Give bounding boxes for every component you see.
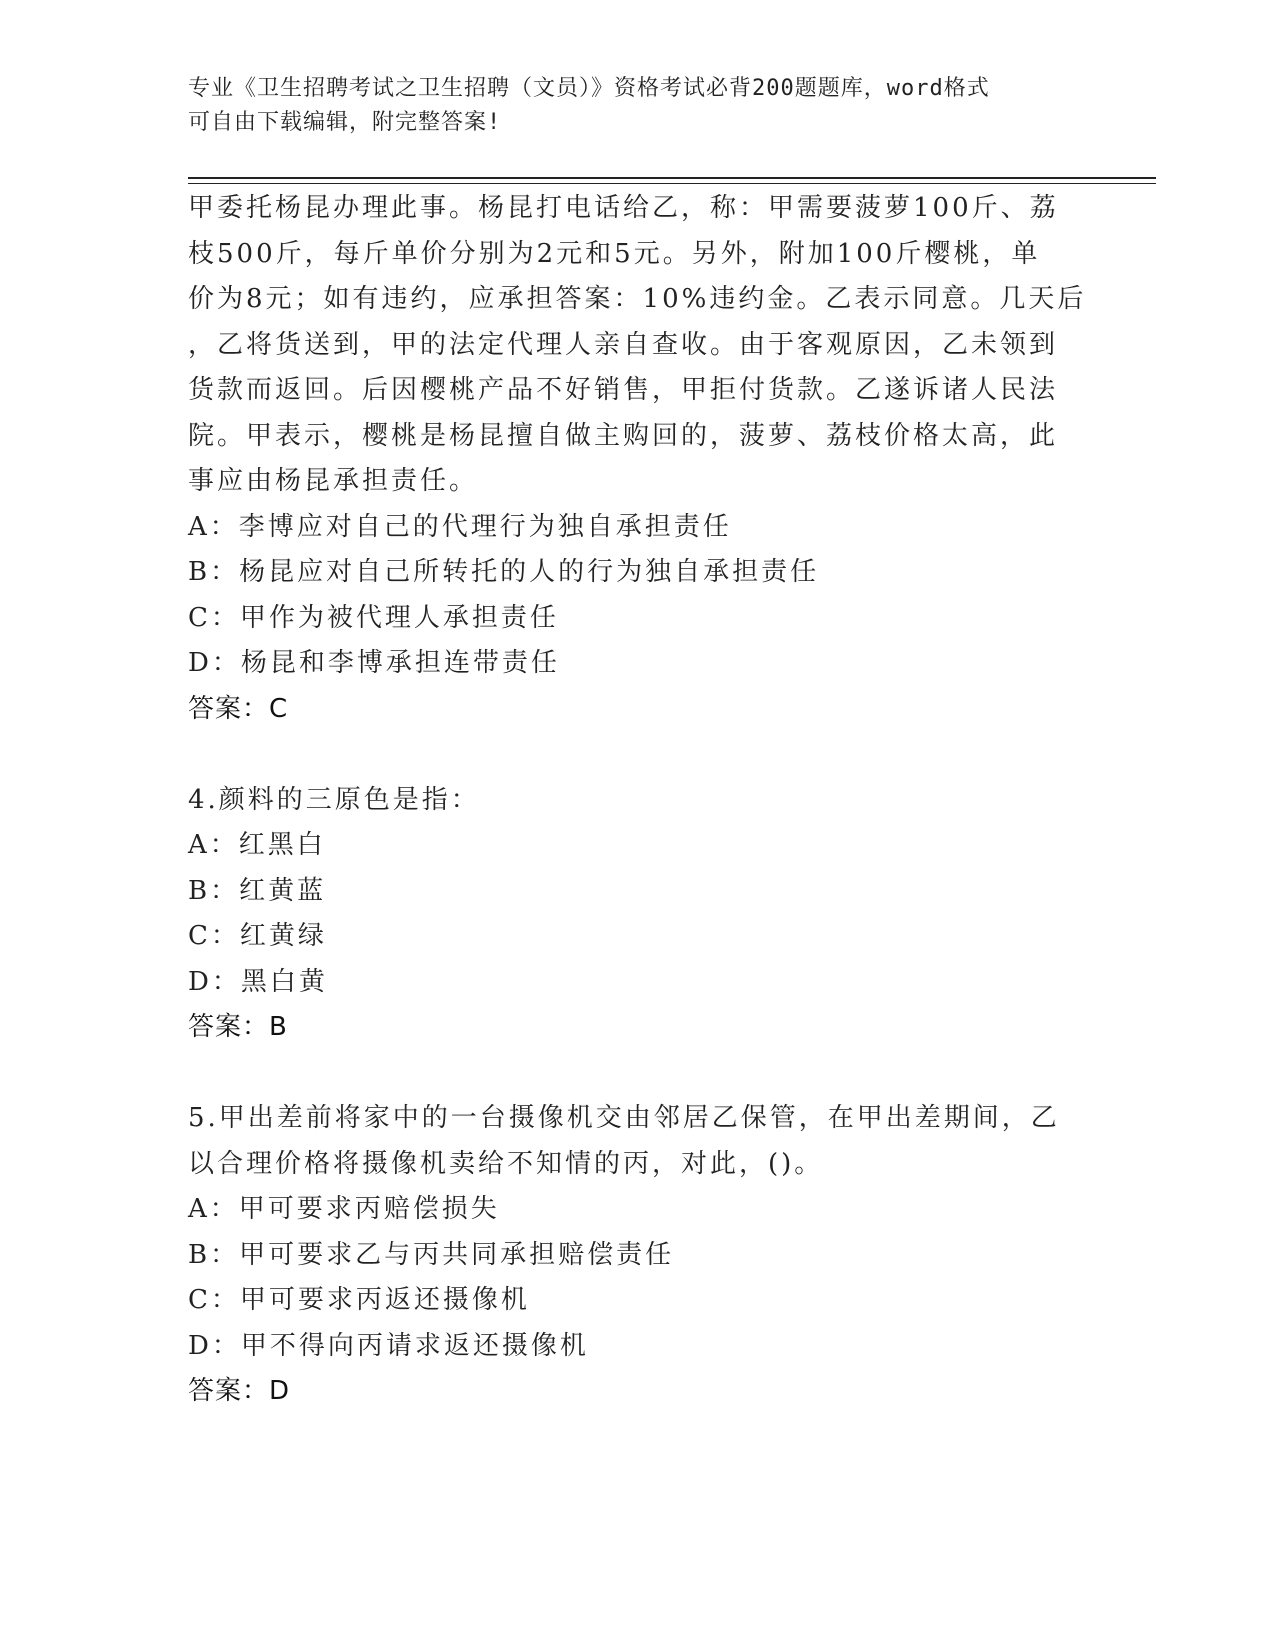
option-b: B：甲可要求乙与丙共同承担赔偿责任 [188,1239,675,1270]
header-divider-thick [188,177,1156,179]
question-text-line: 枝500斤，每斤单价分别为2元和5元。另外，附加100斤樱桃，单 [188,238,1041,269]
answer-line: 答案：D [188,1376,291,1406]
question-text-line: 5.甲出差前将家中的一台摄像机交由邻居乙保管，在甲出差期间，乙 [188,1103,1060,1133]
option-a: A：甲可要求丙赔偿损失 [188,1194,500,1224]
header-title-line-1: 专业《卫生招聘考试之卫生招聘（文员）》资格考试必背200题题库，word格式 [188,76,990,101]
spacer [188,1051,1088,1097]
option-b: B：红黄蓝 [188,875,327,906]
question-5 [188,1096,1088,1415]
question-4 [188,778,1088,1051]
document-header [188,72,1088,140]
question-text-line: 价为8元；如有违约，应承担答案：10%违约金。乙表示同意。几天后 [188,284,1087,314]
option-d: D：杨昆和李博承担连带责任 [188,648,560,678]
question-text-line: 甲委托杨昆办理此事。杨昆打电话给乙，称：甲需要菠萝100斤、荔 [188,193,1059,223]
document-body [188,186,1088,1415]
answer-line: 答案：C [188,693,289,724]
option-c: C：红黄绿 [188,921,327,951]
question-text-line: 院。甲表示，樱桃是杨昆擅自做主购回的，菠萝、荔枝价格太高，此 [188,420,1059,451]
spacer [188,732,1088,778]
question-text-line: 事应由杨昆承担责任。 [188,466,479,496]
question-text-line: 货款而返回。后因樱桃产品不好销售，甲拒付货款。乙遂诉诸人民法 [188,375,1059,405]
option-d: D：甲不得向丙请求返还摄像机 [188,1330,589,1361]
question-3 [188,186,1088,732]
question-text-line: 以合理价格将摄像机卖给不知情的丙，对此，()。 [188,1148,824,1179]
option-a: A：李博应对自己的代理行为独自承担责任 [188,511,732,542]
option-b: B：杨昆应对自己所转托的人的行为独自承担责任 [188,557,820,587]
question-text-line: 4.颜料的三原色是指： [188,784,480,815]
header-title-line-2: 可自由下载编辑，附完整答案! [188,110,502,135]
header-divider-thin [188,183,1156,184]
option-d: D：黑白黄 [188,966,328,997]
option-c: C：甲作为被代理人承担责任 [188,602,559,633]
question-text-line: ，乙将货送到，甲的法定代理人亲自查收。由于客观原因，乙未领到 [188,329,1059,360]
option-a: A：红黑白 [188,830,326,860]
answer-line: 答案：B [188,1012,288,1042]
option-c: C：甲可要求丙返还摄像机 [188,1285,530,1315]
